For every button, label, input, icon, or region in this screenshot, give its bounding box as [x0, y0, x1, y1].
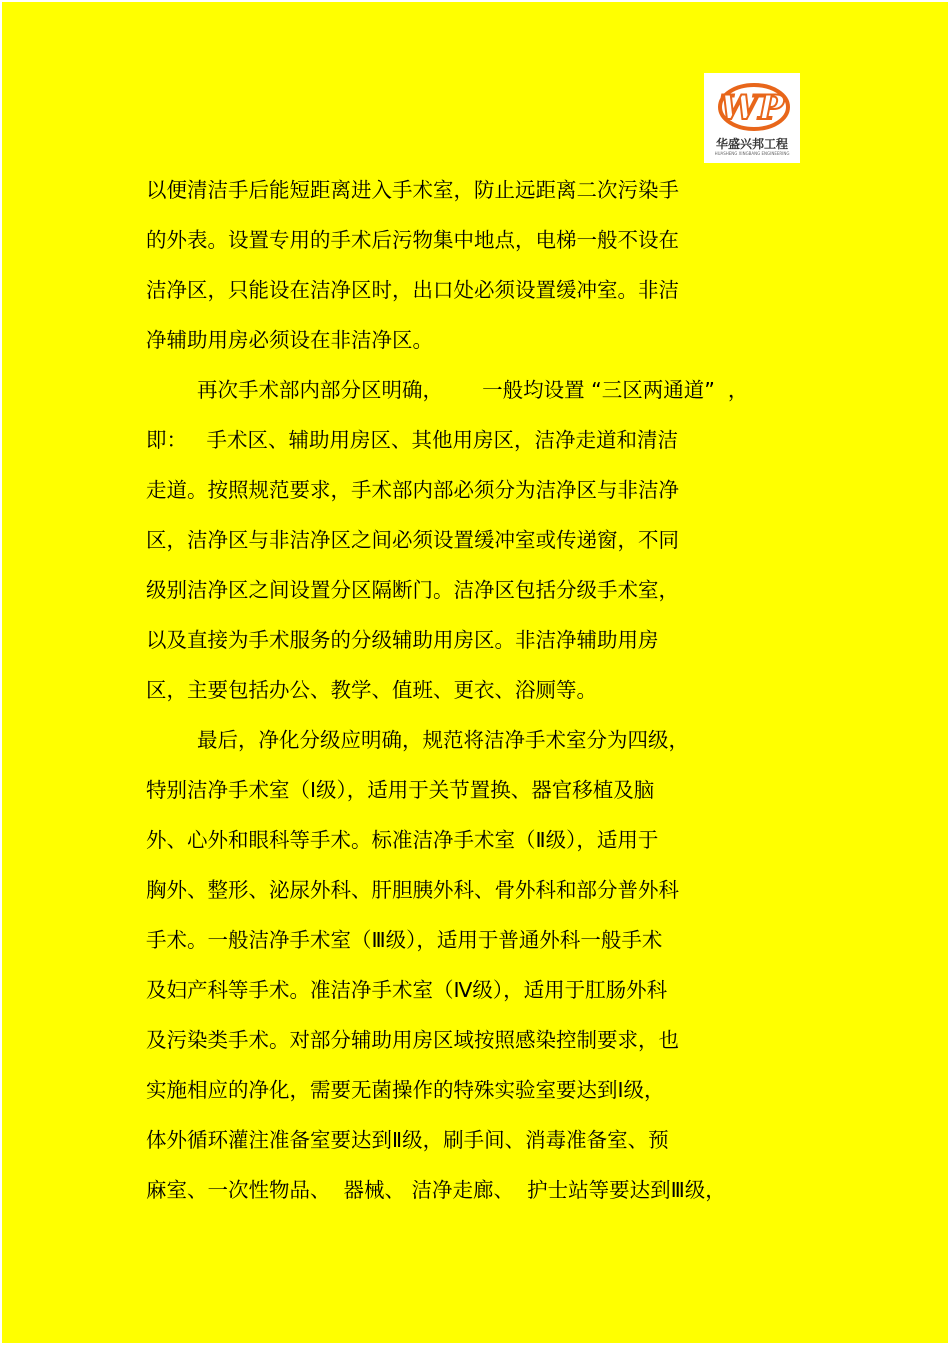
- text-line: 胸外、整形、泌尿外科、肝胆胰外科、骨外科和部分普外科: [146, 878, 679, 902]
- text-line: 走道。按照规范要求，手术部内部必须分为洁净区与非洁净: [146, 478, 679, 502]
- text-line: 的外表。设置专用的手术后污物集中地点，电梯一般不设在: [146, 228, 679, 252]
- svg-text:WP: WP: [720, 88, 784, 128]
- text-line: 区，主要包括办公、教学、值班、更衣、浴厕等。: [146, 678, 597, 702]
- text-line: 手术。一般洁净手术室（Ⅲ级），适用于普通外科一般手术: [146, 928, 663, 952]
- text-line: 实施相应的净化，需要无菌操作的特殊实验室要达到Ⅰ级，: [146, 1078, 665, 1102]
- text-line: 以及直接为手术服务的分级辅助用房区。非洁净辅助用房: [146, 628, 659, 652]
- text-line: 外、心外和眼科等手术。标准洁净手术室（Ⅱ级），适用于: [146, 828, 659, 852]
- text-line: 麻室、一次性物品、 器械、 洁净走廊、 护士站等要达到Ⅲ级，: [146, 1178, 726, 1202]
- text-line: 洁净区，只能设在洁净区时，出口处必须设置缓冲室。非洁: [146, 278, 679, 302]
- text-line: 净辅助用房必须设在非洁净区。: [146, 328, 433, 352]
- text-line: 体外循环灌注准备室要达到Ⅱ级，刷手间、消毒准备室、预: [146, 1128, 669, 1152]
- text-line: 及污染类手术。对部分辅助用房区域按照感染控制要求，也: [146, 1028, 679, 1052]
- paragraph-start-line: 再次手术部内部分区明确， 一般均设置 “三区两通道” ，: [197, 378, 749, 402]
- logo-company-english: HUASHENG XINGBANG ENGINEERING: [714, 151, 790, 156]
- wp-logo-icon: [712, 79, 792, 135]
- document-page: [2, 2, 948, 1343]
- company-logo: [704, 73, 800, 163]
- text-line: 区，洁净区与非洁净区之间必须设置缓冲室或传递窗，不同: [146, 528, 679, 552]
- paragraph-start-line: 最后，净化分级应明确，规范将洁净手术室分为四级，: [197, 728, 689, 752]
- text-line: 特别洁净手术室（Ⅰ级），适用于关节置换、器官移植及脑: [146, 778, 655, 802]
- text-line: 以便清洁手后能短距离进入手术室，防止远距离二次污染手: [146, 178, 679, 202]
- text-line: 级别洁净区之间设置分区隔断门。洁净区包括分级手术室，: [146, 578, 679, 602]
- body-text: [146, 170, 826, 1220]
- text-line: 及妇产科等手术。准洁净手术室（Ⅳ级），适用于肛肠外科: [146, 978, 668, 1002]
- logo-company-name: 华盛兴邦工程: [715, 137, 788, 151]
- text-line: 即： 手术区、辅助用房区、其他用房区，洁净走道和清洁: [146, 428, 679, 452]
